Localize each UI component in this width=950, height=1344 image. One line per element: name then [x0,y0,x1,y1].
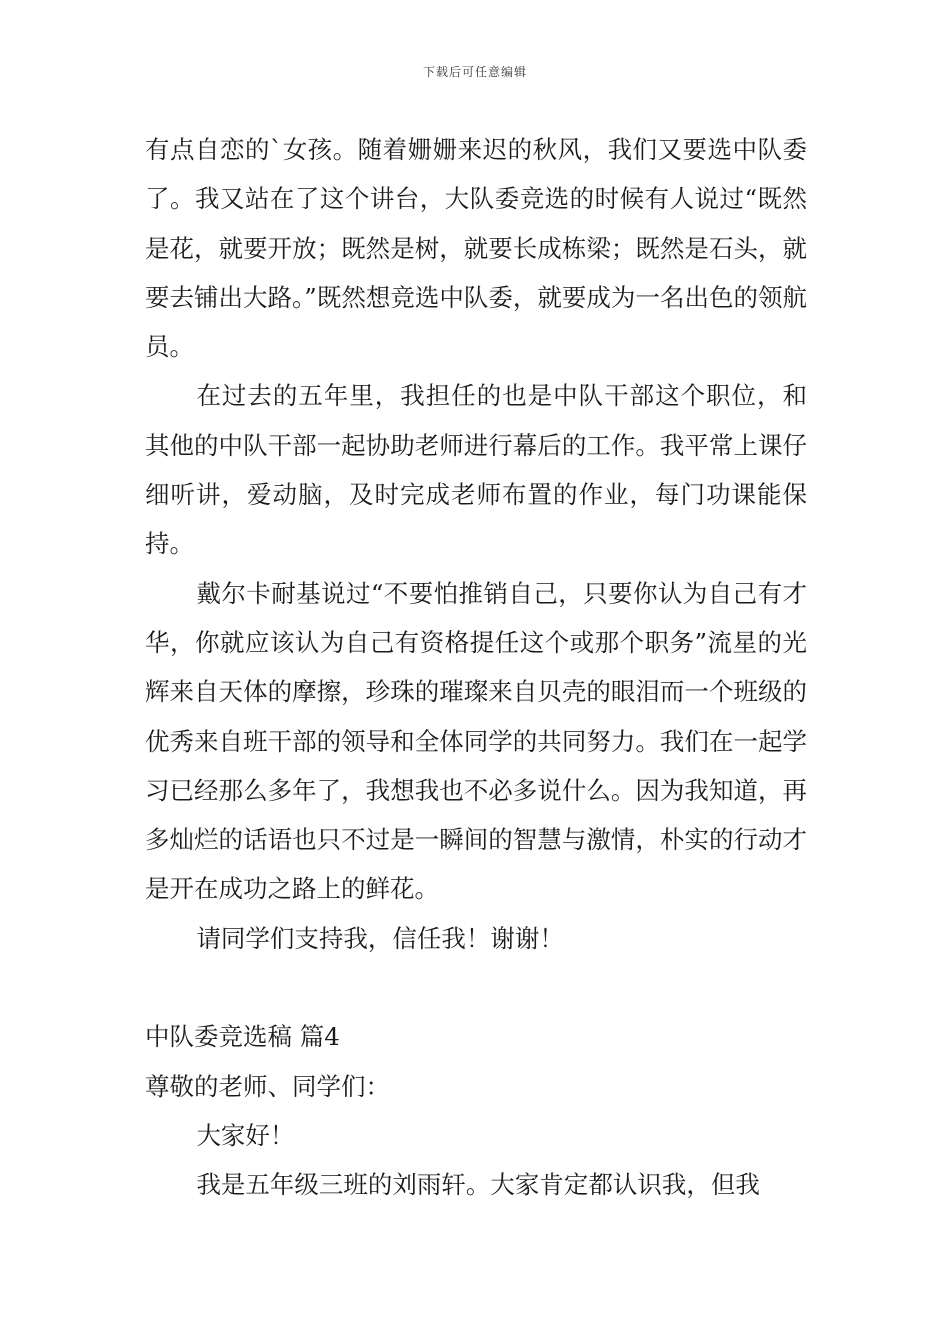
salutation: 尊敬的老师、同学们： [145,1071,390,1101]
paragraph-1: 有点自恋的`女孩。随着姗姗来迟的秋风，我们又要选中队委了。我又站在了这个讲台，大队委竞选的时候有人说过“既然是花，就要开放；既然是树，就要长成栋梁；既然是石头，就要去铺出大路。”既然想竞选中队委，就要成为一名出色的领航员。 [145,135,807,362]
greeting: 大家好！ [196,1120,295,1150]
page-header-note: 下载后可任意编辑 [422,65,527,79]
section-spacer [145,963,807,1012]
section-title: 中队委竞选稿 篇4 [145,1022,340,1052]
paragraph-4: 请同学们支持我，信任我！谢谢！ [196,923,564,953]
paragraph-2: 在过去的五年里，我担任的也是中队干部这个职位，和其他的中队干部一起协助老师进行幕后的工作。我平常上课仔细听讲，爱动脑，及时完成老师布置的作业，每门功课能保持。 [145,381,807,559]
paragraph-5: 我是五年级三班的刘雨轩。大家肯定都认识我，但我 [196,1170,760,1200]
paragraph-3: 戴尔卡耐基说过“不要怕推销自己，只要你认为自己有才华，你就应该认为自己有资格提任这个或那个职务”流星的光辉来自天体的摩擦，珍珠的璀璨来自贝壳的眼泪而一个班级的优秀来自班干部的领导和全体同学的共同努力。我们在一起学习已经那么多年了，我想我也不必多说什么。因为我知道，再多灿烂的话语也只不过是一瞬间的智慧与激情，朴实的行动才是开在成功之路上的鲜花。 [145,578,807,904]
document-body [145,125,807,1210]
